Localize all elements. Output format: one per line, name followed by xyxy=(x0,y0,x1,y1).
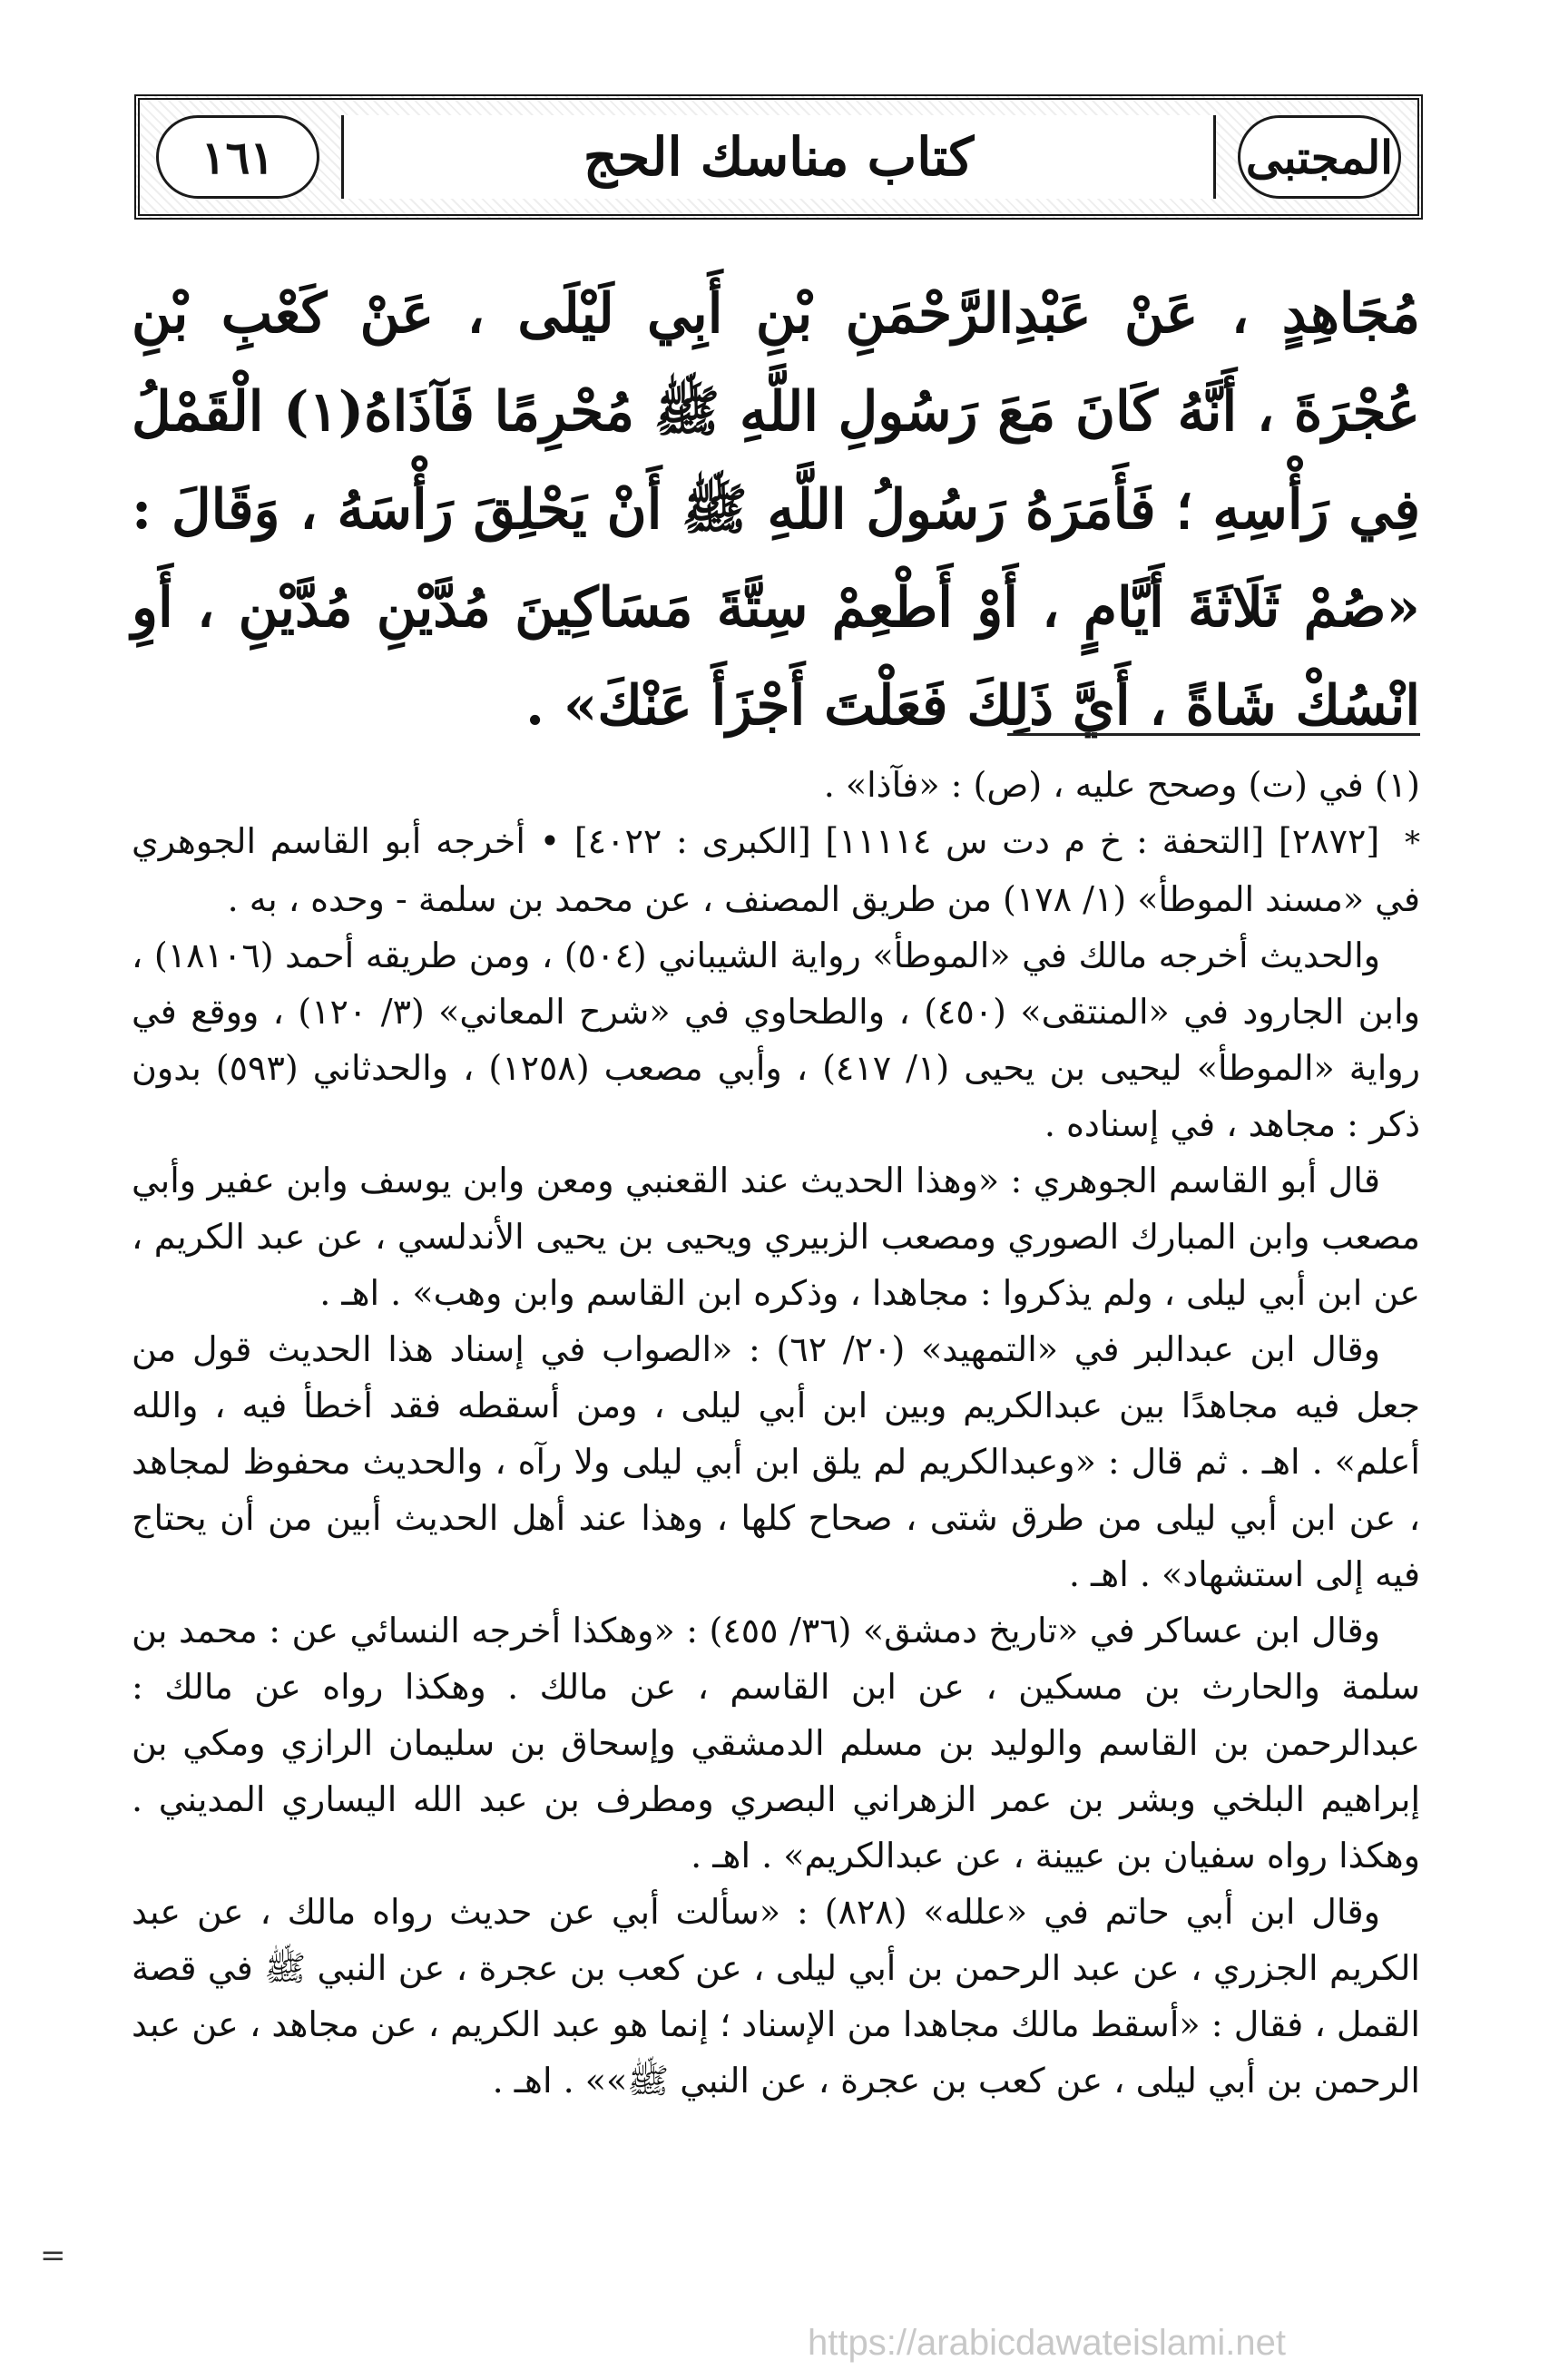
logo-badge xyxy=(1238,115,1401,199)
note-paragraph-1: والحديث أخرجه مالك في «الموطأ» رواية الشيباني (٥٠٤) ، ومن طريقه أحمد (١٨١٠٦) ، وابن الجارود في «المنتقى» (٤٥٠) ، والطحاوي في «شرح المعاني» (٣/ ١٢٠) ، ووقع في رواية «الموطأ» ليحيى بن يحيى (١/ ٤١٧) ، وأبي مصعب (١٢٥٨) ، والحدثاني (٥٩٣) بدون ذكر : مجاهد ، في إسناده . xyxy=(132,935,1421,1144)
footnotes-section xyxy=(132,757,1420,2109)
takhrij-reference: [٢٨٧٢] [التحفة : خ م دت س ١١١١٤] [الكبرى : ٤٠٢٢] xyxy=(574,821,1380,861)
margin-mark: = xyxy=(40,2238,66,2274)
note-paragraph-4: وقال ابن عساكر في «تاريخ دمشق» (٣٦/ ٤٥٥) : «وهكذا أخرجه النسائي عن : محمد بن سلمة والحارث بن مسكين ، عن ابن القاسم ، عن مالك . وهكذا رواه عن مالك : عبدالرحمن بن القاسم والوليد بن مسلم الدمشقي وإسحاق بن سليمان الرازي ومكي بن إبراهيم البلخي وبشر بن عمر الزهراني البصري ومطرف بن عبد الله اليساري المديني . وهكذا رواه سفيان بن عيينة ، عن عبدالكريم» . اهـ . xyxy=(132,1611,1420,1876)
asterisk-marker: * xyxy=(1404,825,1420,861)
page-number-badge xyxy=(156,115,319,199)
footnote-divider xyxy=(1007,733,1420,736)
book-title-frame xyxy=(341,115,1216,199)
bullet-marker: • xyxy=(539,821,561,861)
hadith-text: مُجَاهِدٍ ، عَنْ عَبْدِالرَّحْمَنِ بْنِ أَبِي لَيْلَى ، عَنْ كَعْبِ بْنِ عُجْرَةَ ، أَنَّهُ كَانَ مَعَ رَسُولِ اللَّهِ ﷺ مُحْرِمًا فَآذَاهُ(١) الْقَمْلُ فِي رَأْسِهِ ؛ فَأَمَرَهُ رَسُولُ اللَّهِ ﷺ أَنْ يَحْلِقَ رَأْسَهُ ، وَقَالَ : «صُمْ ثَلَاثَةَ أَيَّامٍ ، أَوْ أَطْعِمْ سِتَّةَ مَسَاكِينَ مُدَّيْنِ مُدَّيْنِ ، أَوِ انْسُكْ شَاةً ، أَيَّ ذَلِكَ فَعَلْتَ أَجْزَأَ عَنْكَ» . xyxy=(132,282,1420,738)
book-title: كتاب مناسك الحج xyxy=(583,126,975,188)
page-header xyxy=(134,94,1423,220)
takhrij-paragraph xyxy=(132,813,1420,927)
note-paragraph-2: قال أبو القاسم الجوهري : «وهذا الحديث عند القعنبي ومعن وابن يوسف وابن عفير وأبي مصعب وابن المبارك الصوري ومصعب الزبيري ويحيى بن يحيى الأندلسي ، عن عبد الكريم ، عن ابن أبي ليلى ، ولم يذكروا : مجاهدا ، وذكره ابن القاسم وابن وهب» . اهـ . xyxy=(132,1161,1420,1313)
logo-text: المجتبى xyxy=(1245,130,1394,184)
takhrij-text: أخرجه أبو القاسم الجوهري في «مسند الموطأ» (١/ ١٧٨) من طريق المصنف ، عن محمد بن سلمة - وحده ، به . xyxy=(132,821,1420,919)
note-paragraph-5: وقال ابن أبي حاتم في «علله» (٨٢٨) : «سألت أبي عن حديث رواه مالك ، عن عبد الكريم الجزري ، عن عبد الرحمن بن أبي ليلى ، عن كعب بن عجرة ، عن النبي ﷺ في قصة القمل ، فقال : «أسقط مالك مجاهدا من الإسناد ؛ إنما هو عبد الكريم ، عن مجاهد ، عن عبد الرحمن بن أبي ليلى ، عن كعب بن عجرة ، عن النبي ﷺ»» . اهـ . xyxy=(132,1892,1420,2101)
note-paragraph-3: وقال ابن عبدالبر في «التمهيد» (٢٠/ ٦٢) : «الصواب في إسناد هذا الحديث قول من جعل فيه مجاهدًا بين عبدالكريم وبين ابن أبي ليلى ، ومن أسقطه فقد أخطأ فيه ، والله أعلم» . اهـ . ثم قال : «وعبدالكريم لم يلق ابن أبي ليلى ولا رآه ، والحديث محفوظ لمجاهد ، عن ابن أبي ليلى من طرق شتى ، صحاح كلها ، وهذا عند أهل الحديث أبين من أن يحتاج فيه إلى استشهاد» . اهـ . xyxy=(132,1329,1420,1594)
watermark-url: https://arabicdawateislami.net xyxy=(808,2323,1286,2363)
page-number: ١٦١ xyxy=(201,130,275,184)
footnote-1: (١) في (ت) وصحح عليه ، (ص) : «فآذا» . xyxy=(823,765,1420,805)
